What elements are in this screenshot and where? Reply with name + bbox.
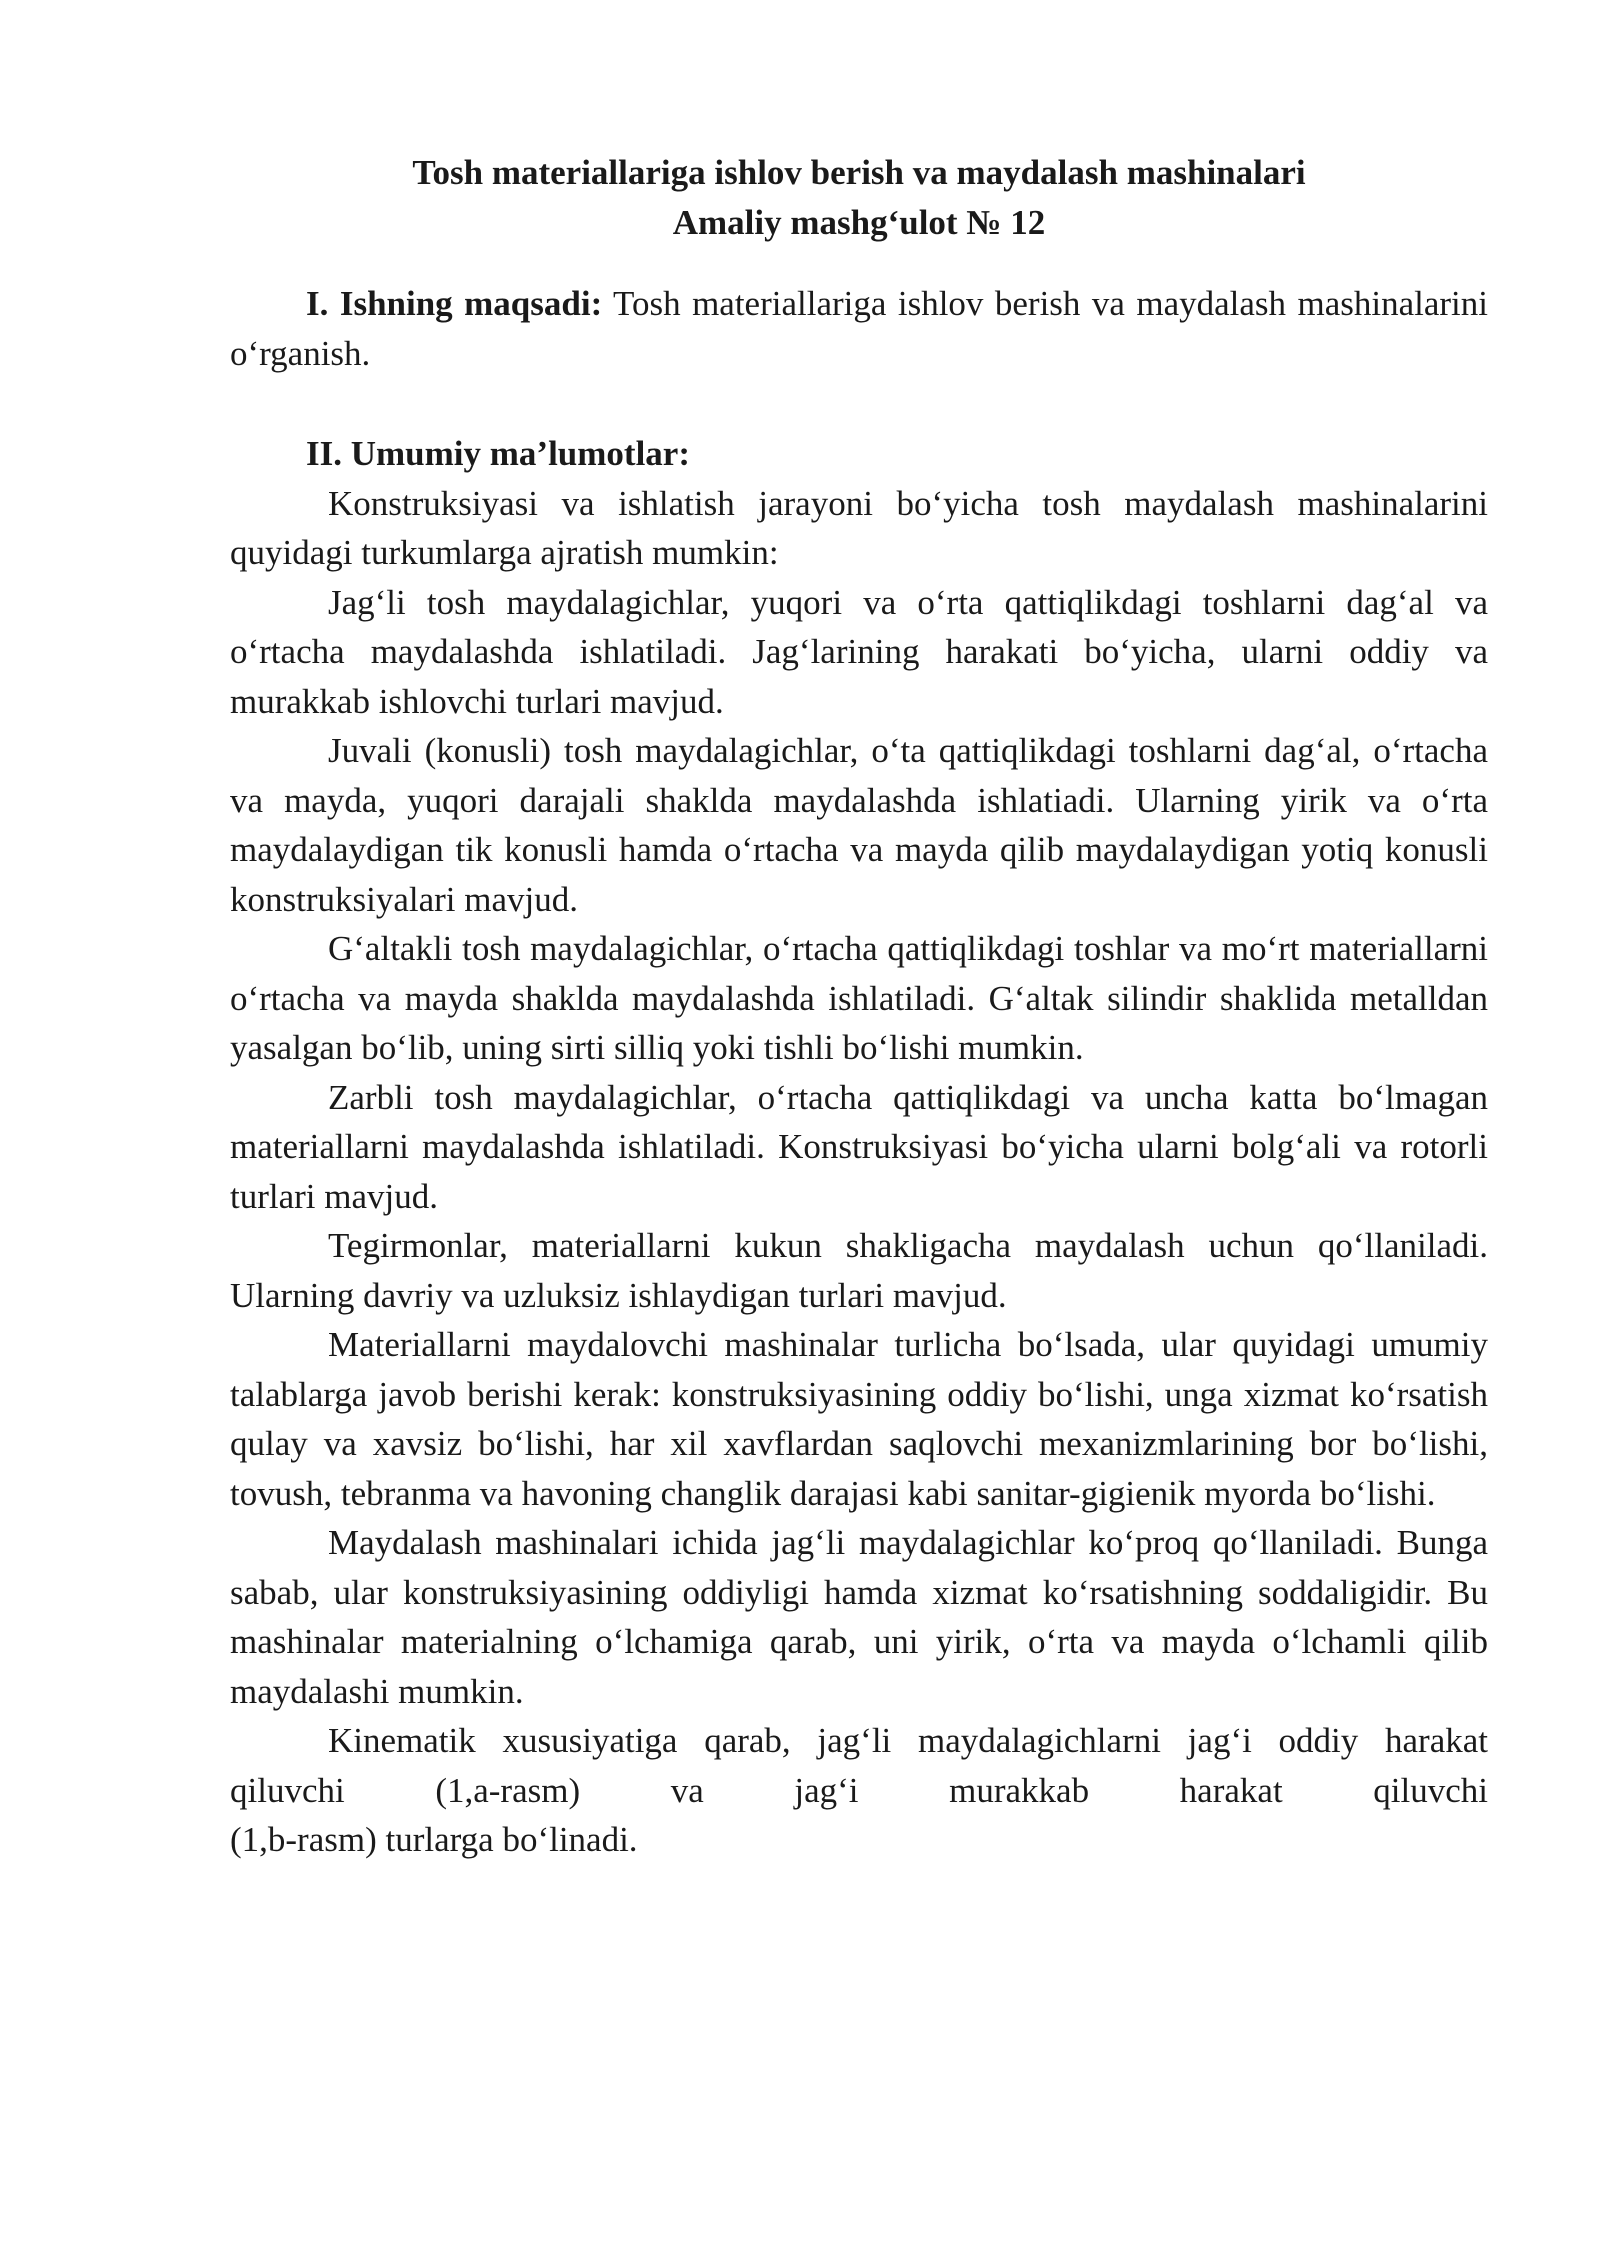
body-paragraph: Juvali (konusli) tosh maydalagichlar, o‘ta qattiqlikdagi toshlarni dag‘al, o‘rtacha va mayda, yuqori darajali shaklda maydalashda ishlatiadi. Ularning yirik va o‘rta maydalaydigan tik konusli hamda o‘rtacha va mayda qilib maydalaydigan yotiq konusli konstruksiyalari mavjud. (230, 731, 1488, 919)
goal-paragraph (230, 279, 1488, 378)
final-paragraph (230, 1716, 1488, 1865)
document-title: Tosh materiallariga ishlov berish va maydalash mashinalari (412, 153, 1306, 192)
final-paragraph-line: qiluvchi (1,a-rasm) va jag‘i murakkab harakat qiluvchi (230, 1770, 1488, 1810)
body-paragraph: Maydalash mashinalari ichida jag‘li maydalagichlar ko‘proq qo‘llaniladi. Bunga sabab, ular konstruksiyasining oddiyligi hamda xizmat ko‘rsatishning soddaligidir. Bu mashinalar materialning o‘lchamiga qarab, uni yirik, o‘rta va mayda o‘lchamli qilib maydalashi mumkin. (230, 1523, 1488, 1711)
general-info-heading: II. Umumiy ma’lumotlar: (306, 434, 690, 473)
goal-text: Tosh materiallariga ishlov berish va maydalash mashinalarini o‘rganish. (230, 284, 1488, 373)
document-subtitle: Amaliy mashg‘ulot № 12 (672, 203, 1046, 242)
body-paragraph: Konstruksiyasi va ishlatish jarayoni bo‘yicha tosh maydalash mashinalarini quyidagi turkumlarga ajratish mumkin: (230, 483, 1488, 572)
body-paragraph: Zarbli tosh maydalagichlar, o‘rtacha qattiqlikdagi va uncha katta bo‘lmagan materiallarni maydalashda ishlatiladi. Konstruksiyasi bo‘yicha ularni bolg‘ali va rotorli turlari mavjud. (230, 1077, 1488, 1216)
body-paragraph: Jag‘li tosh maydalagichlar, yuqori va o‘rta qattiqlikdagi toshlarni dag‘al va o‘rtacha maydalashda ishlatiladi. Jag‘larining harakati bo‘yicha, ularni oddiy va murakkab ishlovchi turlari mavjud. (230, 582, 1488, 721)
body-paragraph: Tegirmonlar, materiallarni kukun shakligacha maydalash uchun qo‘llaniladi. Ularning davriy va uzluksiz ishlaydigan turlari mavjud. (230, 1226, 1488, 1315)
goal-label: I. Ishning maqsadi: (306, 284, 603, 323)
final-paragraph-line: Kinematik xususiyatiga qarab, jag‘li maydalagichlarni jag‘i oddiy harakat (328, 1721, 1488, 1760)
final-paragraph-line: (1,b-rasm) turlarga bo‘linadi. (230, 1820, 638, 1859)
document-body (230, 148, 1488, 1865)
body-paragraph: G‘altakli tosh maydalagichlar, o‘rtacha qattiqlikdagi toshlar va mo‘rt materiallarni o‘rtacha va mayda shaklda maydalashda ishlatiladi. G‘altak silindir shaklida metalldan yasalgan bo‘lib, uning sirti silliq yoki tishli bo‘lishi mumkin. (230, 929, 1488, 1067)
body-paragraph: Materiallarni maydalovchi mashinalar turlicha bo‘lsada, ular quyidagi umumiy talablarga javob berishi kerak: konstruksiyasining oddiy bo‘lishi, unga xizmat ko‘rsatish qulay va xavsiz bo‘lishi, har xil xavflardan saqlovchi mexanizmlarining bor bo‘lishi, tovush, tebranma va havoning changlik darajasi kabi sanitar-gigienik myorda bo‘lishi. (230, 1325, 1488, 1513)
